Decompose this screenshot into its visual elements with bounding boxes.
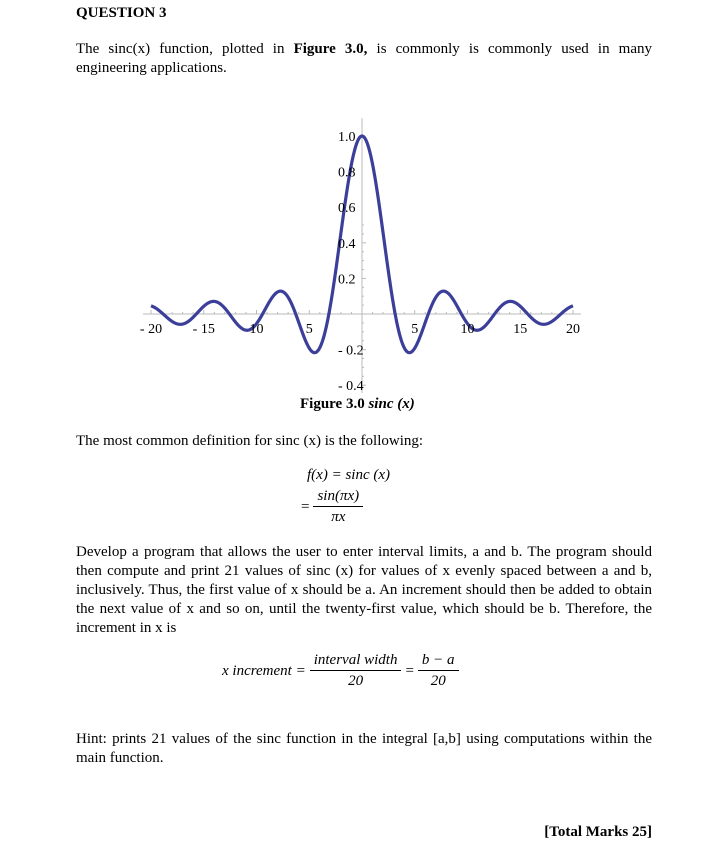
sinc-numerator: sin(πx)	[313, 488, 363, 507]
intro-text-1: The sinc(x) function, plotted in	[76, 41, 294, 57]
ba-denominator: 20	[430, 673, 446, 689]
definition-lhs: f(x) = sinc (x)	[307, 467, 390, 483]
y-tick-label: 0.2	[338, 272, 356, 288]
interval-denominator: 20	[348, 673, 364, 689]
interval-numerator: interval width	[310, 652, 402, 671]
increment-lhs: x increment =	[222, 662, 306, 679]
figure-reference: Figure 3.0,	[293, 41, 368, 57]
definition-equals: =	[301, 498, 310, 515]
x-tick-label: 5	[411, 322, 419, 337]
total-marks: [Total Marks 25]	[544, 824, 652, 840]
intro-paragraph	[76, 40, 652, 78]
increment-formula	[222, 652, 459, 690]
x-tick-label: 15	[513, 322, 528, 337]
caption-prefix: Figure 3.0	[300, 396, 369, 412]
ba-fraction	[418, 652, 459, 690]
x-tick-label: 10	[460, 322, 475, 337]
interval-fraction	[310, 652, 402, 690]
x-tick-label: 20	[566, 322, 580, 337]
chart-tick-labels	[140, 130, 580, 393]
increment-equals: =	[405, 662, 414, 679]
question-heading: QUESTION 3	[76, 5, 167, 21]
ba-numerator: b − a	[418, 652, 459, 671]
x-tick-label: - 20	[139, 322, 163, 337]
definition-intro: The most common definition for sinc (x) is the following:	[76, 433, 424, 449]
caption-function: sinc	[368, 396, 394, 412]
hint-paragraph: Hint: prints 21 values of the sinc function in the integral [a,b] using computations within the main function.	[76, 731, 652, 766]
y-tick-label: 0.4	[338, 236, 356, 252]
sinc-chart	[130, 103, 590, 393]
sinc-denominator: πx	[331, 509, 346, 525]
x-tick-label: 10	[249, 322, 264, 337]
y-tick-label: 0.6	[338, 201, 356, 217]
y-tick-label: - 0.2	[338, 343, 364, 359]
intro-text-2: is commonly is commonly used in many engineering applications.	[76, 41, 652, 76]
definition-fraction	[301, 488, 363, 526]
task-paragraph: Develop a program that allows the user to enter interval limits, a and b. The program should then compute and print 21 values of sinc (x) for values of x evenly spaced between a and b, inclusively. Thus, the first value of x should be a. An increment should then be added to obtain the next value of x and so on, until the twenty-first value, which should be b. Therefore, the increment in x is	[76, 544, 652, 636]
y-tick-label: 1.0	[338, 130, 356, 145]
caption-argument: (x)	[393, 396, 415, 412]
y-tick-label: - 0.4	[338, 379, 364, 393]
figure-caption	[300, 396, 415, 413]
x-tick-label: - 15	[192, 322, 215, 337]
y-tick-label: 0.8	[338, 165, 356, 181]
x-tick-label: 5	[305, 322, 313, 337]
sinc-fraction	[313, 488, 363, 526]
